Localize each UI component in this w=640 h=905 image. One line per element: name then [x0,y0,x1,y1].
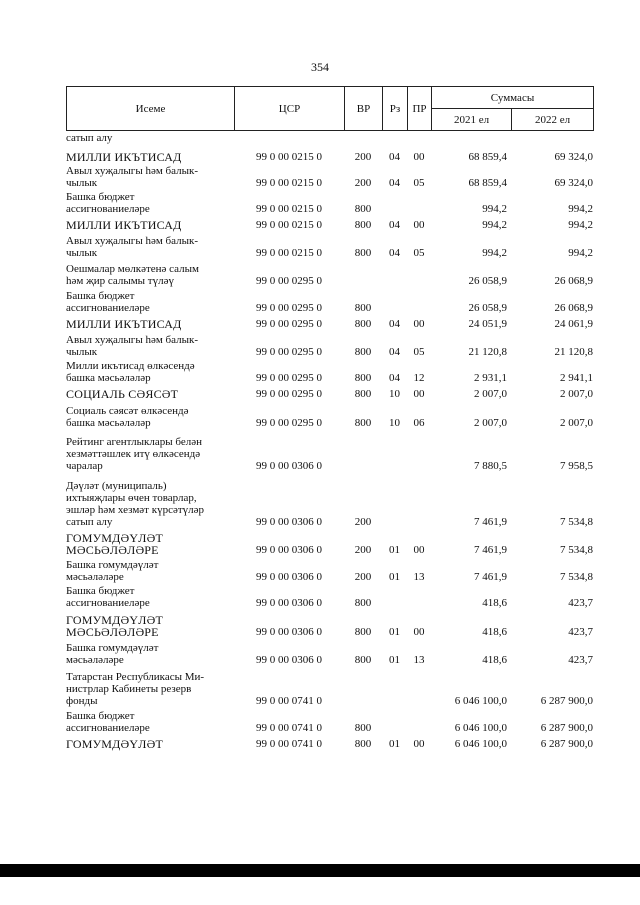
row-sum-2021: 994,2 [482,203,507,215]
row-name-line: ихтыяҗлары өчен товарлар, [66,492,197,504]
row-pr: 12 [413,372,425,384]
row-pr: 00 [413,219,425,231]
row-name-line: Башка бюджет [66,191,135,203]
row-sum-2021: 994,2 [482,219,507,231]
row-sum-2021: 6 046 100,0 [454,738,507,750]
row-name-line: мәсьәләләре [66,571,124,583]
row-name-line: чылык [66,346,98,358]
row-csr: 99 0 00 0306 0 [256,654,322,666]
table-row [66,231,593,259]
row-sum-2021: 68 859,4 [468,151,507,163]
row-name [66,132,234,144]
row-sum-2021: 26 058,9 [468,275,507,287]
row-name-line: хезмәттәшлек итү өлкәсендә [66,448,201,460]
row-vr: 800 [354,346,372,358]
row-vr: 800 [354,388,372,400]
row-sum-2021: 7 461,9 [474,516,507,528]
row-name-line: Башка бюджет [66,585,135,597]
row-name-line: башка мәсьәләләр [66,372,151,384]
table-row [66,666,593,707]
row-vr: 800 [354,219,372,231]
row-csr: 99 0 00 0306 0 [256,516,322,528]
row-sum-2022: 2 007,0 [560,417,593,429]
row-name [66,585,234,609]
row-vr: 200 [354,177,372,189]
row-csr: 99 0 00 0295 0 [256,275,322,287]
row-name-line: һәм җир салымы түләү [66,275,174,287]
row-sum-2021: 2 931,1 [474,372,507,384]
row-sum-2021: 24 051,9 [468,318,507,330]
row-rz: 04 [389,372,400,384]
row-name [66,360,234,384]
row-sum-2021: 994,2 [482,247,507,259]
row-csr: 99 0 00 0741 0 [256,722,322,734]
header-csr: ЦСР [235,87,345,131]
row-name-line: Социаль сәясәт өлкәсендә [66,405,189,417]
row-sum-2021: 418,6 [482,654,507,666]
row-name-line: МӘСЬӘЛӘЛӘРЕ [66,543,159,557]
table-row [66,583,593,609]
row-vr: 200 [354,516,372,528]
row-name-line: Башка бюджет [66,290,135,302]
row-sum-2022: 6 287 900,0 [540,738,593,750]
row-rz: 04 [389,247,400,259]
row-name-line: ассигнованиеләре [66,722,150,734]
row-rz: 04 [389,151,400,163]
budget-table-header [66,86,594,131]
row-name-line: сатып алу [66,516,113,528]
row-csr: 99 0 00 0215 0 [256,247,322,259]
page-number: 354 [311,60,329,74]
row-rz: 04 [389,219,400,231]
row-pr: 00 [413,544,425,556]
row-name-line: Рейтинг агентлыклары белән [66,436,202,448]
row-pr: 05 [413,177,425,189]
row-csr: 99 0 00 0306 0 [256,544,322,556]
row-sum-2022: 423,7 [568,597,593,609]
row-vr: 200 [354,571,372,583]
row-pr: 00 [413,388,425,400]
row-sum-2021: 2 007,0 [474,417,507,429]
row-vr: 800 [354,654,372,666]
table-row [66,400,593,429]
row-name [66,388,234,400]
row-rz: 01 [389,738,400,750]
row-name [66,290,234,314]
row-rz: 01 [389,544,400,556]
row-pr: 00 [413,626,425,638]
table-row [66,259,593,287]
row-sum-2022: 994,2 [568,219,593,231]
table-row [66,528,593,556]
row-pr: 05 [413,247,425,259]
row-name-line: Башка бюджет [66,710,135,722]
table-row [66,163,593,189]
row-csr: 99 0 00 0295 0 [256,302,322,314]
row-name-line: МИЛЛИ ИКЪТИСАД [66,218,182,232]
row-csr: 99 0 00 0295 0 [256,417,322,429]
row-sum-2022: 7 534,8 [560,516,593,528]
row-sum-2021: 68 859,4 [468,177,507,189]
row-rz: 10 [389,417,400,429]
table-row [66,638,593,666]
row-sum-2022: 69 324,0 [554,151,593,163]
row-vr: 800 [354,417,372,429]
row-name-line: эшләр һәм хезмәт күрсәтүләр [66,504,205,516]
row-vr: 800 [354,247,372,259]
row-name-line: ассигнованиеләре [66,597,150,609]
row-vr: 800 [354,302,372,314]
row-sum-2021: 21 120,8 [468,346,507,358]
row-name-line: фонды [66,695,98,707]
row-sum-2022: 2 941,1 [560,372,593,384]
row-rz: 04 [389,318,400,330]
row-name-line: МИЛЛИ ИКЪТИСАД [66,150,182,164]
row-csr: 99 0 00 0295 0 [256,346,322,358]
row-rz: 01 [389,654,400,666]
header-pr: ПР [408,87,432,131]
row-sum-2021: 7 461,9 [474,544,507,556]
row-sum-2021: 7 880,5 [474,460,507,472]
row-csr: 99 0 00 0306 0 [256,571,322,583]
row-pr: 13 [413,654,425,666]
row-name-line: Татарстан Республикасы Ми- [66,671,205,683]
row-rz: 04 [389,346,400,358]
row-name-line: чылык [66,177,98,189]
row-sum-2021: 6 046 100,0 [454,722,507,734]
row-csr: 99 0 00 0215 0 [256,151,322,163]
row-pr: 13 [413,571,425,583]
row-rz: 01 [389,626,400,638]
row-sum-2021: 418,6 [482,597,507,609]
row-csr: 99 0 00 0295 0 [256,372,322,384]
row-sum-2022: 6 287 900,0 [540,722,593,734]
row-pr: 06 [413,417,425,429]
row-name [66,532,234,556]
row-csr: 99 0 00 0215 0 [256,177,322,189]
row-name-line: Авыл хуҗалыгы һәм балык- [66,235,199,247]
row-name [66,480,234,528]
header-name: Исеме [67,87,235,131]
row-name [66,436,234,472]
header-rz: Рз [383,87,408,131]
row-sum-2022: 7 958,5 [560,460,593,472]
row-sum-2021: 2 007,0 [474,388,507,400]
row-rz: 01 [389,571,400,583]
row-name-line: СОЦИАЛЬ СӘЯСӘТ [66,387,179,401]
table-row [66,144,593,163]
row-sum-2022: 994,2 [568,203,593,215]
row-vr: 800 [354,626,372,638]
row-sum-2022: 21 120,8 [554,346,593,358]
row-sum-2022: 7 534,8 [560,571,593,583]
row-csr: 99 0 00 0741 0 [256,695,322,707]
table-row [66,330,593,358]
table-row [66,314,593,330]
row-name-line: Башка гомумдәүләт [66,642,159,654]
row-name-line: МӘСЬӘЛӘЛӘРЕ [66,625,159,639]
table-row [66,609,593,638]
row-sum-2022: 423,7 [568,654,593,666]
row-pr: 00 [413,738,425,750]
row-name [66,263,234,287]
header-sums: Суммасы [432,87,594,109]
row-vr: 800 [354,738,372,750]
row-name [66,642,234,666]
row-name-line: ГОМУМДӘҮЛӘТ [66,613,163,627]
row-sum-2021: 7 461,9 [474,571,507,583]
row-sum-2022: 6 287 900,0 [540,695,593,707]
row-vr: 800 [354,318,372,330]
row-name [66,405,234,429]
row-name [66,235,234,259]
table-row [66,287,593,314]
row-name-line: ассигнованиеләре [66,203,150,215]
row-name [66,318,234,330]
scan-footer-bar [0,864,640,877]
row-name-line: чылык [66,247,98,259]
row-sum-2022: 24 061,9 [554,318,593,330]
header-year-2022: 2022 ел [512,109,594,131]
row-name-line: ГОМУМДӘҮЛӘТ [66,737,163,751]
row-name-line: Милли икътисад өлкәсендә [66,360,195,372]
table-row [66,358,593,384]
row-name-line: мәсьәләләре [66,654,124,666]
row-vr: 200 [354,151,372,163]
row-name-line: Оешмалар мөлкәтенә салым [66,263,200,275]
row-name [66,710,234,734]
table-row [66,429,593,472]
row-sum-2022: 7 534,8 [560,544,593,556]
row-name [66,671,234,707]
row-sum-2022: 423,7 [568,626,593,638]
row-sum-2022: 994,2 [568,247,593,259]
row-name-line: сатып алу [66,132,113,144]
row-csr: 99 0 00 0295 0 [256,388,322,400]
row-sum-2021: 26 058,9 [468,302,507,314]
row-csr: 99 0 00 0215 0 [256,203,322,215]
table-row [66,734,593,750]
row-name [66,191,234,215]
row-name-line: ассигнованиеләре [66,302,150,314]
table-row [66,384,593,400]
row-name-line: ГОМУМДӘҮЛӘТ [66,531,163,545]
row-pr: 05 [413,346,425,358]
row-csr: 99 0 00 0295 0 [256,318,322,330]
table-row [66,215,593,231]
row-vr: 200 [354,544,372,556]
row-csr: 99 0 00 0306 0 [256,460,322,472]
row-sum-2022: 26 068,9 [554,302,593,314]
row-vr: 800 [354,722,372,734]
row-name [66,559,234,583]
header-vr: ВР [345,87,383,131]
row-sum-2022: 2 007,0 [560,388,593,400]
row-name-line: нистрлар Кабинеты резерв [66,683,192,695]
row-csr: 99 0 00 0306 0 [256,626,322,638]
row-name [66,738,234,750]
row-pr: 00 [413,151,425,163]
table-row [66,131,593,144]
row-name-line: Дәүләт (муниципаль) [66,480,167,492]
budget-table-body [66,131,593,750]
table-row [66,472,593,528]
row-name [66,151,234,163]
row-name-line: МИЛЛИ ИКЪТИСАД [66,317,182,331]
row-rz: 04 [389,177,400,189]
row-csr: 99 0 00 0215 0 [256,219,322,231]
table-row [66,707,593,734]
table-row [66,556,593,583]
table-row [66,189,593,215]
row-name [66,165,234,189]
row-sum-2022: 69 324,0 [554,177,593,189]
row-name-line: Авыл хуҗалыгы һәм балык- [66,334,199,346]
row-vr: 800 [354,203,372,215]
row-name-line: Башка гомумдәүләт [66,559,159,571]
row-name [66,219,234,231]
row-name [66,334,234,358]
row-name-line: башка мәсьәләләр [66,417,151,429]
row-name [66,614,234,638]
header-year-2021: 2021 ел [432,109,512,131]
row-vr: 800 [354,597,372,609]
row-vr: 800 [354,372,372,384]
row-sum-2021: 6 046 100,0 [454,695,507,707]
row-name-line: Авыл хуҗалыгы һәм балык- [66,165,199,177]
row-rz: 10 [389,388,400,400]
row-csr: 99 0 00 0741 0 [256,738,322,750]
row-sum-2022: 26 068,9 [554,275,593,287]
row-csr: 99 0 00 0306 0 [256,597,322,609]
row-name-line: чаралар [66,460,103,472]
row-pr: 00 [413,318,425,330]
row-sum-2021: 418,6 [482,626,507,638]
